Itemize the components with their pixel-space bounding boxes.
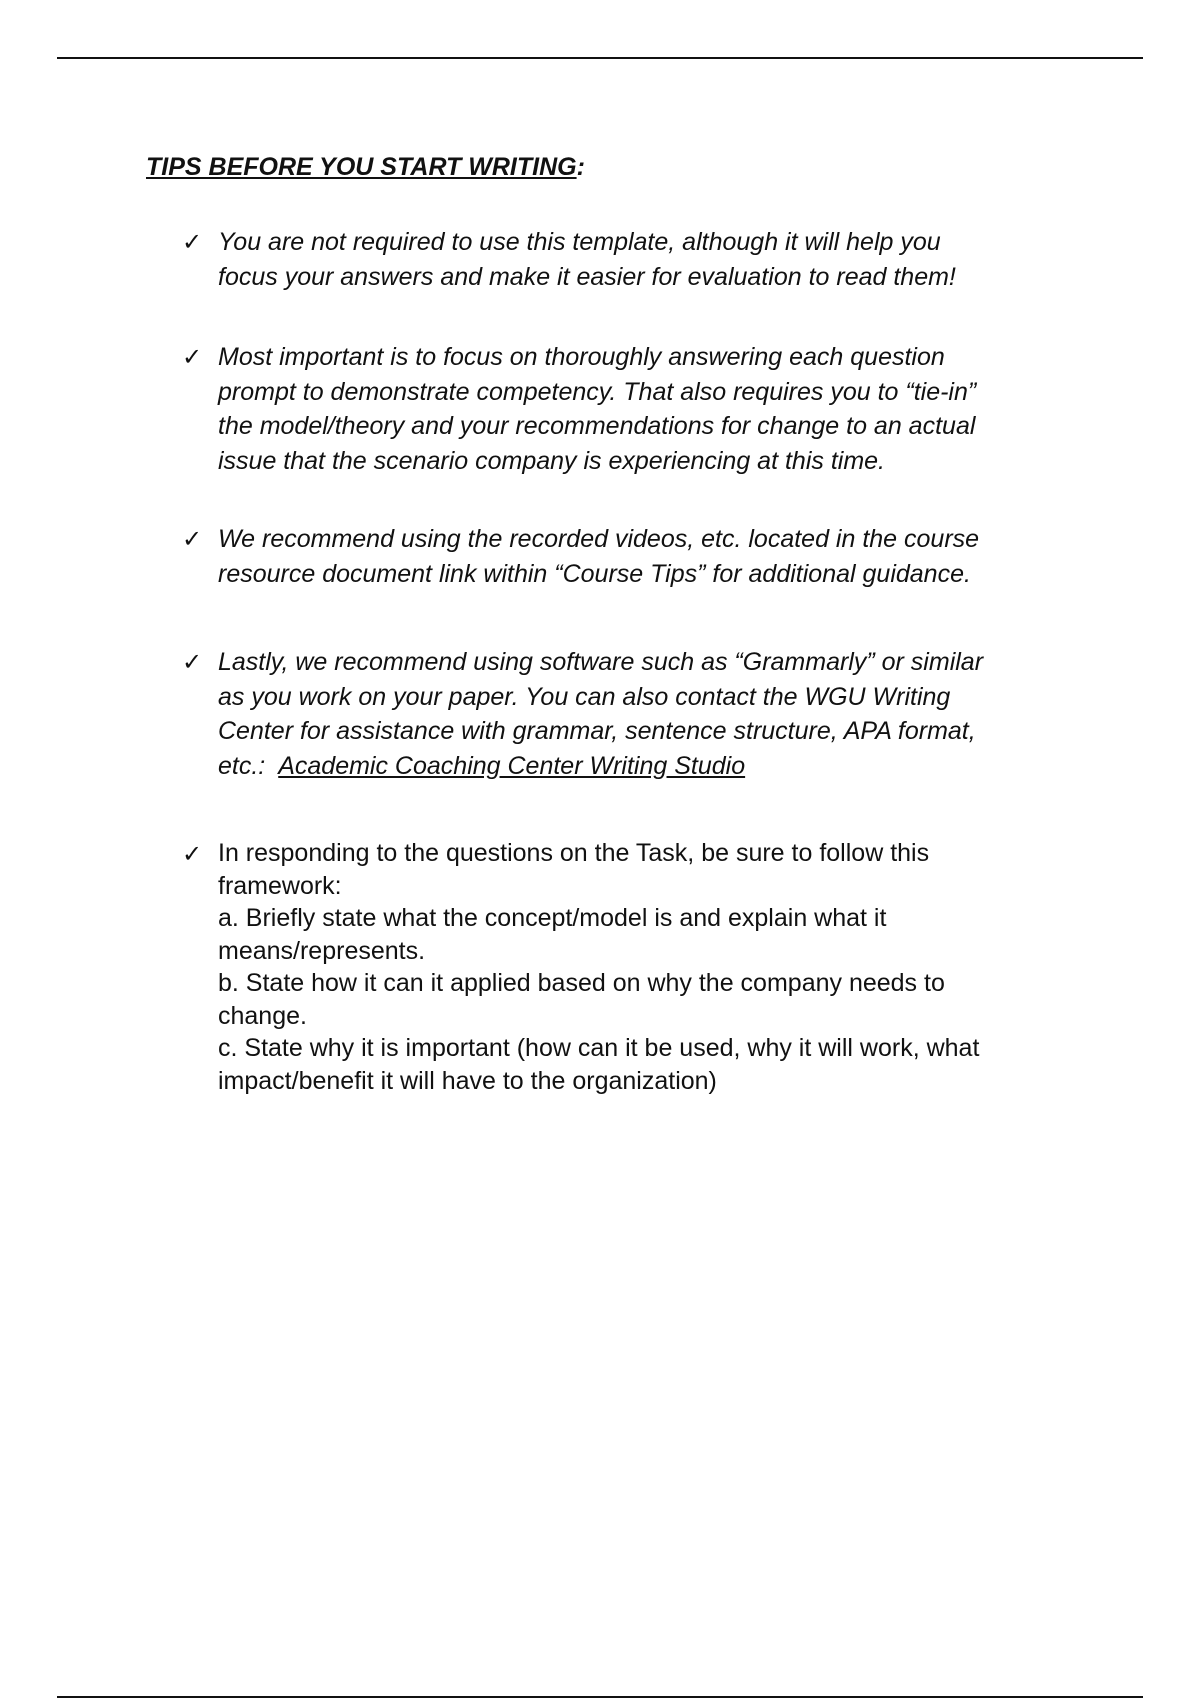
- tip-line: We recommend using the recorded videos, etc. located in the course: [218, 525, 980, 553]
- tip-line-last: [218, 749, 1138, 784]
- tip-line: a. Briefly state what the concept/model is and explain what it: [218, 904, 887, 932]
- tip-line: as you work on your paper. You can also contact the WGU Writing: [218, 682, 951, 711]
- writing-studio-link[interactable]: Academic Coaching Center Writing Studio: [278, 751, 746, 780]
- tip-text: [218, 340, 1138, 478]
- tip-line-prefix: etc.:: [218, 751, 279, 780]
- heading-title: TIPS BEFORE YOU START WRITING: [146, 153, 577, 181]
- checkmark-icon: ✓: [182, 228, 203, 256]
- page-heading: [146, 150, 585, 184]
- checkmark-icon: ✓: [182, 648, 203, 676]
- tip-line: change.: [218, 1001, 307, 1030]
- tip-text: [218, 645, 1138, 783]
- tip-line: b. State how it can it applied based on why the company needs to: [218, 969, 945, 997]
- checkmark-icon: ✓: [182, 343, 203, 371]
- tip-text: [218, 225, 1138, 294]
- tip-line: means/represents.: [218, 936, 426, 965]
- tip-text: [218, 522, 1138, 591]
- tip-line: framework:: [218, 871, 342, 900]
- tip-line: the model/theory and your recommendations for change to an actual: [218, 412, 976, 440]
- tip-line: prompt to demonstrate competency. That also requires you to “tie-in”: [218, 377, 977, 406]
- tip-line: issue that the scenario company is experiencing at this time.: [218, 446, 886, 475]
- tip-line: Center for assistance with grammar, sentence structure, APA format,: [218, 717, 976, 745]
- heading-colon: :: [576, 153, 585, 181]
- tip-line: You are not required to use this template, although it will help you: [218, 228, 941, 256]
- tip-line: Lastly, we recommend using software such as “Grammarly” or similar: [218, 648, 984, 676]
- tip-line: Most important is to focus on thoroughly answering each question: [218, 343, 945, 371]
- checkmark-icon: ✓: [182, 525, 203, 553]
- header-rule: [57, 57, 1143, 59]
- checkmark-icon: ✓: [182, 840, 203, 868]
- tip-line: impact/benefit it will have to the organization): [218, 1066, 717, 1095]
- tip-line: In responding to the questions on the Task, be sure to follow this: [218, 839, 930, 867]
- tip-text: [218, 837, 1138, 1097]
- tip-line: focus your answers and make it easier for evaluation to read them!: [218, 262, 956, 291]
- tip-line: resource document link within “Course Tips” for additional guidance.: [218, 559, 971, 588]
- footer-rule: [57, 1696, 1143, 1698]
- tip-line: c. State why it is important (how can it be used, why it will work, what: [218, 1034, 980, 1062]
